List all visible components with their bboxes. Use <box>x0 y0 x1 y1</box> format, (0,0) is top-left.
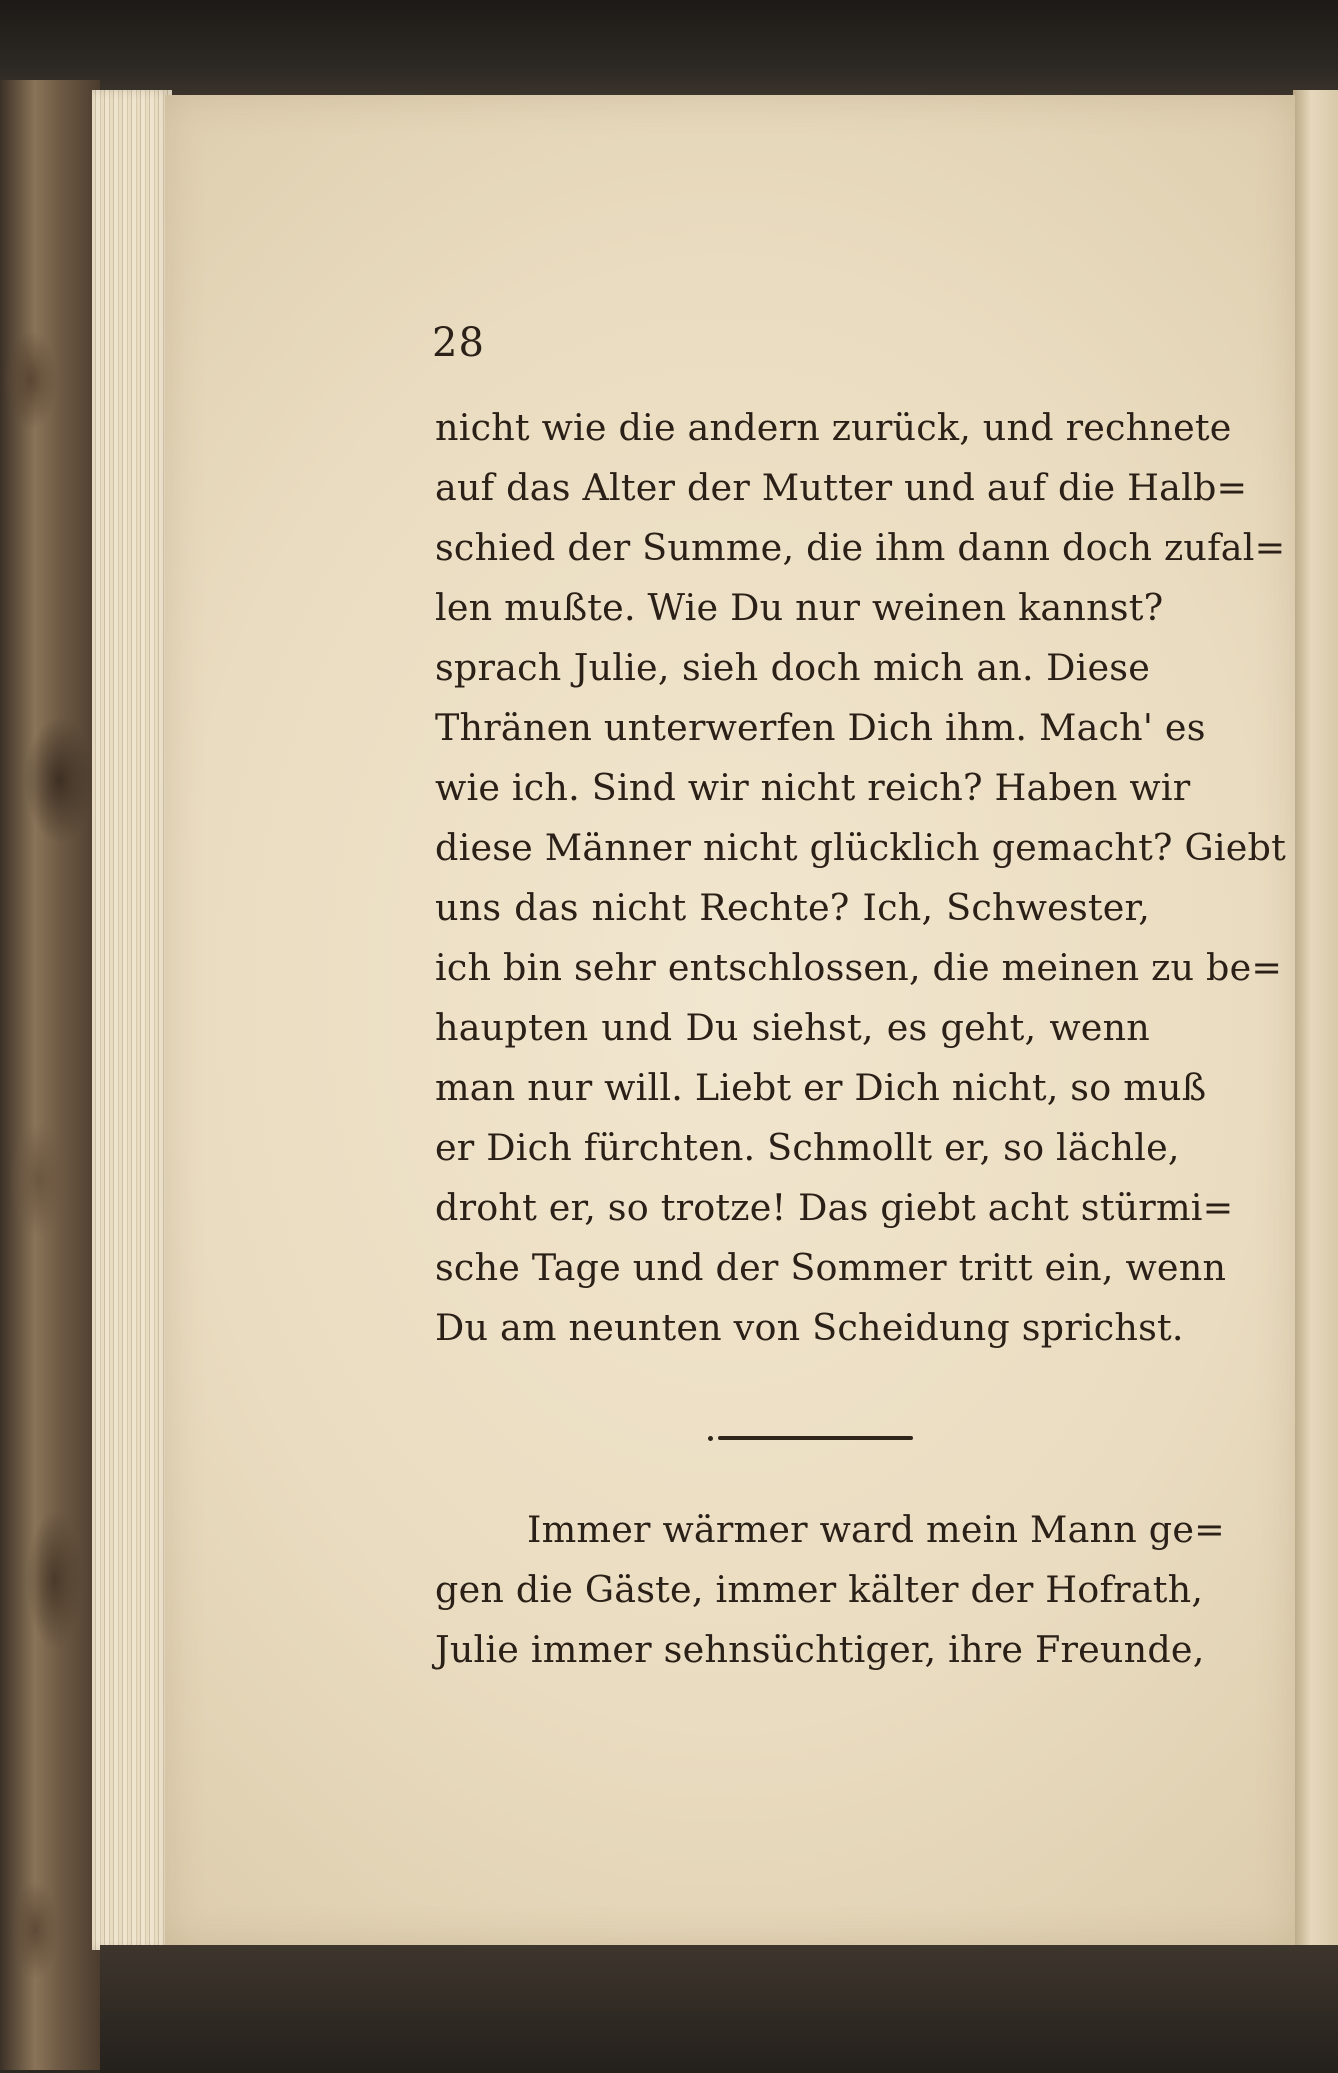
text-line: sche Tage und der Sommer tritt ein, wenn <box>435 1246 1227 1289</box>
text-line: auf das Alter der Mutter und auf die Halb= <box>435 466 1248 509</box>
text-line: schied der Summe, die ihm dann doch zufal= <box>435 526 1286 569</box>
text-line: Thränen unterwerfen Dich ihm. Mach' es <box>435 706 1206 749</box>
section-divider-dot <box>708 1436 713 1441</box>
text-line: man nur will. Liebt er Dich nicht, so muß <box>435 1066 1207 1109</box>
text-line: gen die Gäste, immer kälter der Hofrath, <box>435 1568 1204 1611</box>
text-line: sprach Julie, sieh doch mich an. Diese <box>435 646 1150 689</box>
text-line: haupten und Du siehst, es geht, wenn <box>435 1006 1150 1049</box>
paragraph-2 <box>435 1500 1225 1680</box>
text-line: ich bin sehr entschlossen, die meinen zu be= <box>435 946 1283 989</box>
text-line: Julie immer sehnsüchtiger, ihre Freunde, <box>435 1628 1205 1671</box>
text-line: uns das nicht Rechte? Ich, Schwester, <box>435 886 1150 929</box>
page-edges <box>92 90 172 1950</box>
text-line: wie ich. Sind wir nicht reich? Haben wir <box>435 766 1191 809</box>
section-divider <box>718 1436 913 1440</box>
paragraph-1 <box>435 398 1286 1358</box>
text-line: Du am neunten von Scheidung sprichst. <box>435 1306 1184 1349</box>
text-line: nicht wie die andern zurück, und rechnete <box>435 406 1232 449</box>
facing-page-edge <box>1293 90 1338 1970</box>
binding-top-edge <box>0 0 1338 95</box>
page-number: 28 <box>432 320 485 366</box>
binding-bottom-edge <box>100 1945 1338 2073</box>
text-line: Immer wärmer ward mein Mann ge= <box>527 1508 1225 1551</box>
text-line: er Dich fürchten. Schmollt er, so lächle, <box>435 1126 1180 1169</box>
marbled-cover-board <box>0 80 100 2070</box>
text-line: droht er, so trotze! Das giebt acht stürmi= <box>435 1186 1234 1229</box>
text-line: len mußte. Wie Du nur weinen kannst? <box>435 586 1164 629</box>
text-line: diese Männer nicht glücklich gemacht? Giebt <box>435 826 1286 869</box>
